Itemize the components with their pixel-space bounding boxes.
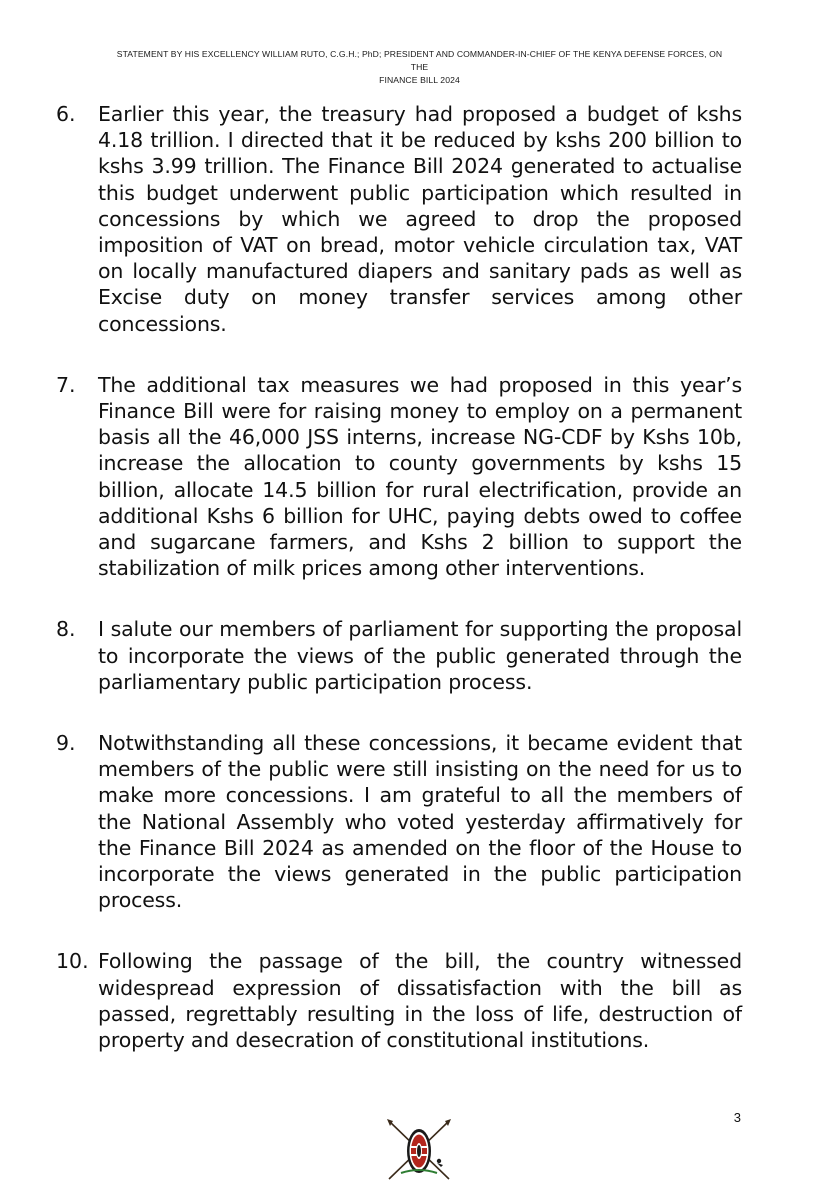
paragraph-item-6 bbox=[56, 101, 742, 337]
numbered-paragraph-list bbox=[56, 101, 742, 1088]
header-line-1: STATEMENT BY HIS EXCELLENCY WILLIAM RUTO, C.G.H.; PhD; PRESIDENT AND COMMANDER-IN-CHIEF OF THE KENYA DEFENSE FORCES, ON THE bbox=[116, 49, 723, 72]
paragraph-number: 10. bbox=[56, 949, 89, 974]
page-number: 3 bbox=[733, 1110, 741, 1125]
header-line-2: FINANCE BILL 2024 bbox=[379, 75, 460, 85]
paragraph-item-9 bbox=[56, 730, 742, 913]
paragraph-text: Following the passage of the bill, the country witnessed widespread expression of dissatisfaction with the bill as passed, regrettably resulting in the loss of life, destruction of property and desecration of constitutional institutions. bbox=[98, 949, 742, 1053]
paragraph-item-10 bbox=[56, 948, 742, 1053]
paragraph-text: Earlier this year, the treasury had proposed a budget of kshs 4.18 trillion. I directed that it be reduced by kshs 200 billion to kshs 3.99 trillion. The Finance Bill 2024 generated to actualise this budget underwent public participation which resulted in concessions by which we agreed to drop the proposed imposition of VAT on bread, motor vehicle circulation tax, VAT on locally manufactured diapers and sanitary pads as well as Excise duty on money transfer services among other concessions. bbox=[98, 102, 742, 336]
paragraph-text: The additional tax measures we had proposed in this year’s Finance Bill were for raising money to employ on a permanent basis all the 46,000 JSS interns, increase NG-CDF by Kshs 10b, increase the allocation to county governments by kshs 15 billion, allocate 14.5 billion for rural electrification, provide an additional Kshs 6 billion for UHC, paying debts owed to coffee and sugarcane farmers, and Kshs 2 billion to support the stabilization of milk prices among other interventions. bbox=[98, 372, 742, 581]
page-header bbox=[110, 48, 729, 87]
paragraph-number: 7. bbox=[56, 372, 76, 397]
paragraph-number: 9. bbox=[56, 731, 76, 756]
kenya-shield-spears-emblem-icon bbox=[383, 1117, 457, 1183]
paragraph-number: 8. bbox=[56, 617, 76, 642]
paragraph-text: I salute our members of parliament for supporting the proposal to incorporate the views of the public generated through the parliamentary public participation process. bbox=[98, 617, 742, 694]
paragraph-item-8 bbox=[56, 616, 742, 695]
paragraph-text: Notwithstanding all these concessions, it became evident that members of the public were still insisting on the need for us to make more concessions. I am grateful to all the members of the National Assembly who voted yesterday affirmatively for the Finance Bill 2024 as amended on the floor of the House to incorporate the views generated in the public participation process. bbox=[98, 731, 742, 913]
paragraph-number: 6. bbox=[56, 102, 76, 126]
paragraph-item-7 bbox=[56, 372, 742, 582]
